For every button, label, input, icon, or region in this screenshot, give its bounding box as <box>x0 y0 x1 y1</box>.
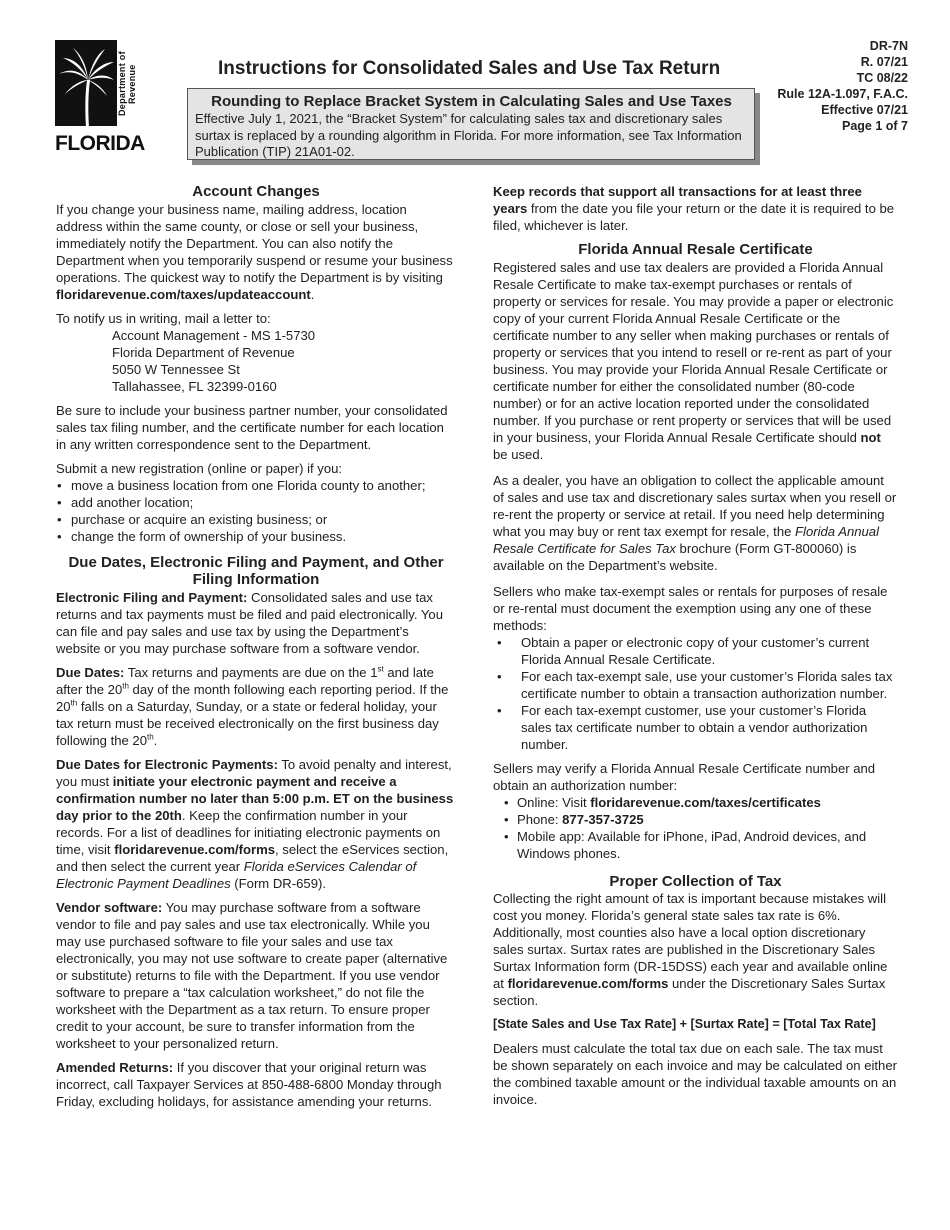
notice-heading: Rounding to Replace Bracket System in Calculating Sales and Use Taxes <box>211 93 732 110</box>
sellers-intro: Sellers who make tax-exempt sales or rentals for purposes of resale or re-rental must document the exemption using any one of these methods: <box>493 583 888 633</box>
tax-rate-formula: [State Sales and Use Tax Rate] + [Surtax Rate] = [Total Tax Rate] <box>493 1017 876 1031</box>
vendor-software-paragraph: Vendor software: You may purchase software from a software vendor to file and pay sales and use tax electronically. While you may use purchased software to file your sales and use tax electronically, you may not use software to create paper (alternative or substitute) returns to file with the Department. If you use vendor software to prepare a “tax calculation worksheet,” do not file the worksheet with the Department as a tax return. To ensure proper credit to your account, be sure to transfer information from the worksheet to your personalized return. <box>56 899 448 1051</box>
list-item: • add another location; <box>56 494 456 511</box>
dealers-calculate-paragraph: Dealers must calculate the total tax due on each sale. The tax must be shown separately on each invoice and may be calculated on either the combined taxable amount or the individual taxable amounts on an invoice. <box>493 1041 897 1107</box>
list-item: • For each tax-exempt customer, use your customer’s Florida sales tax certificate number to obtain a vendor authorization number. <box>493 702 898 753</box>
keep-records-paragraph: Keep records that support all transactions for at least three years from the date you file your return or the date it is required to be filed, whichever is later. <box>493 184 895 233</box>
certificates-link[interactable]: floridarevenue.com/taxes/certificates <box>590 794 821 810</box>
list-item: • purchase or acquire an existing business; or <box>56 511 456 528</box>
address-line: Florida Department of Revenue <box>112 344 295 360</box>
palm-tree-icon <box>55 40 117 132</box>
rounding-notice-box <box>187 88 755 160</box>
logo-florida-text: FLORIDA <box>55 132 145 155</box>
list-item: • move a business location from one Florida county to another; <box>56 477 456 494</box>
address-line: 5050 W Tennessee St <box>112 361 240 377</box>
florida-dor-logo <box>55 40 145 155</box>
form-page: Page 1 of 7 <box>842 119 908 133</box>
list-item: • Mobile app: Available for iPhone, iPad, Android devices, and Windows phones. <box>503 828 898 862</box>
forms-link[interactable]: floridarevenue.com/forms <box>114 841 276 857</box>
account-changes-heading: Account Changes <box>192 183 320 200</box>
proper-collection-paragraph: Collecting the right amount of tax is important because mistakes will cost you money. Florida’s general state sales tax rate is 6%. Additionally, most counties also have a local option discretionary sales surtax. Surtax rates are published in the Discretionary Sales Surtax Information form (DR-15DSS) each year and available online at floridarevenue.com/forms under the Discretionary Sales Surtax section. <box>493 891 888 1008</box>
proper-collection-heading: Proper Collection of Tax <box>609 872 782 890</box>
due-dates-heading: Due Dates, Electronic Filing and Payment, and Other Filing Information <box>68 553 444 588</box>
resale-certificate-paragraph: Registered sales and use tax dealers are provided a Florida Annual Resale Certificate to make tax-exempt purchases or rentals of property or services for resale. You may provide a paper or electronic copy of your current Florida Annual Resale Certificate or the certificate number to any seller when making purchases or rentals of property or services that you intend to resell or re-rent as part of your business. You may provide your Florida Annual Resale Certificate or certificate number for either the consolidated number (80-code number) or for an active location reported under the consolidated number. If you purchase or rent property or services that will be used in your business, your Florida Annual Resale Certificate should not be used. <box>493 259 894 462</box>
right-column <box>493 183 898 1115</box>
list-item: • Obtain a paper or electronic copy of your customer’s current Florida Annual Resale Certificate. <box>493 634 898 668</box>
form-rule: Rule 12A-1.097, F.A.C. <box>777 87 908 101</box>
mail-intro: To notify us in writing, mail a letter to: <box>56 310 271 326</box>
registration-reasons-list <box>56 477 456 545</box>
form-number: DR-7N <box>869 39 908 53</box>
account-changes-paragraph: If you change your business name, mailing address, location address within the same county, or close or sell your business, immediately notify the Department. You can also notify the Department when you temporarily suspend or resume your business operations. The quickest way to notify the Department is by visiting floridarevenue.com/taxes/updateaccount. <box>56 201 453 302</box>
address-line: Tallahassee, FL 32399-0160 <box>112 378 277 394</box>
address-line: Account Management - MS 1-5730 <box>112 327 316 343</box>
update-account-link[interactable]: floridarevenue.com/taxes/updateaccount <box>56 286 311 302</box>
form-tc: TC 08/22 <box>856 71 908 85</box>
logo-department-text: Department of Revenue <box>117 51 137 117</box>
due-dates-paragraph: Due Dates: Tax returns and payments are due on the 1st and late after the 20th day of the month following each reporting period. If the 20th falls on a Saturday, Sunday, or a state or federal holiday, your tax return must be received electronically on the first business day following the 20th. <box>56 664 449 748</box>
notice-body: Effective July 1, 2021, the “Bracket System” for calculating sales tax and discretionary sales surtax is replaced by a rounding algorithm in Florida. For more information, see Tax Information Publication (TIP) 21A01-02. <box>195 111 742 159</box>
list-item: • For each tax-exempt sale, use your customer’s Florida sales tax certificate number to obtain a transaction authorization number. <box>493 668 898 702</box>
phone-number: 877-357-3725 <box>562 811 644 827</box>
form-revision: R. 07/21 <box>860 55 908 69</box>
mailing-address <box>112 327 456 395</box>
form-effective: Effective 07/21 <box>821 103 908 117</box>
verify-methods-list <box>493 794 898 862</box>
left-column <box>56 183 456 1117</box>
electronic-filing-paragraph: Electronic Filing and Payment: Consolidated sales and use tax returns and tax payments must be filed and paid electronically. You can file and pay sales and use tax by using the Department’s website or you may purchase software from a software vendor. <box>56 589 443 656</box>
resale-certificate-heading: Florida Annual Resale Certificate <box>578 241 813 258</box>
list-item: • Phone: 877-357-3725 <box>503 811 898 828</box>
amended-returns-paragraph: Amended Returns: If you discover that your original return was incorrect, call Taxpayer Services at 850-488-6800 Monday through Friday, excluding holidays, for assistance amending your returns. <box>56 1059 442 1109</box>
verify-intro: Sellers may verify a Florida Annual Resale Certificate number and obtain an authorization number: <box>493 760 876 793</box>
form-identifier <box>777 38 908 134</box>
forms-link[interactable]: floridarevenue.com/forms <box>507 976 669 991</box>
dealer-obligation-paragraph: As a dealer, you have an obligation to collect the applicable amount of sales and use tax and discretionary sales surtax when you resell or re-rent the property or service at retail. If you need help determining what you may buy or rent tax exempt for resale, the Florida Annual Resale Certificate for Sales Tax brochure (Form GT-800060) is available on the Department’s website. <box>493 472 897 573</box>
electronic-payments-paragraph: Due Dates for Electronic Payments: To avoid penalty and interest, you must initiate your electronic payment and receive a confirmation number no later than 5:00 p.m. ET on the business day prior to the 20th. Keep the confirmation number in your records. For a list of deadlines for initiating electronic payments on time, visit floridarevenue.com/forms, select the eServices section, and then select the current year Florida eServices Calendar of Electronic Payment Deadlines (Form DR-659). <box>56 756 454 891</box>
page-title: Instructions for Consolidated Sales and Use Tax Return <box>218 58 721 79</box>
exemption-methods-list <box>493 634 898 753</box>
list-item: • change the form of ownership of your business. <box>56 528 456 545</box>
include-numbers-paragraph: Be sure to include your business partner number, your consolidated sales tax filing number, and the certificate number for each location in any written correspondence sent to the Department. <box>56 402 448 452</box>
submit-registration-intro: Submit a new registration (online or paper) if you: <box>56 460 343 476</box>
list-item: • Online: Visit floridarevenue.com/taxes/certificates <box>503 794 898 811</box>
